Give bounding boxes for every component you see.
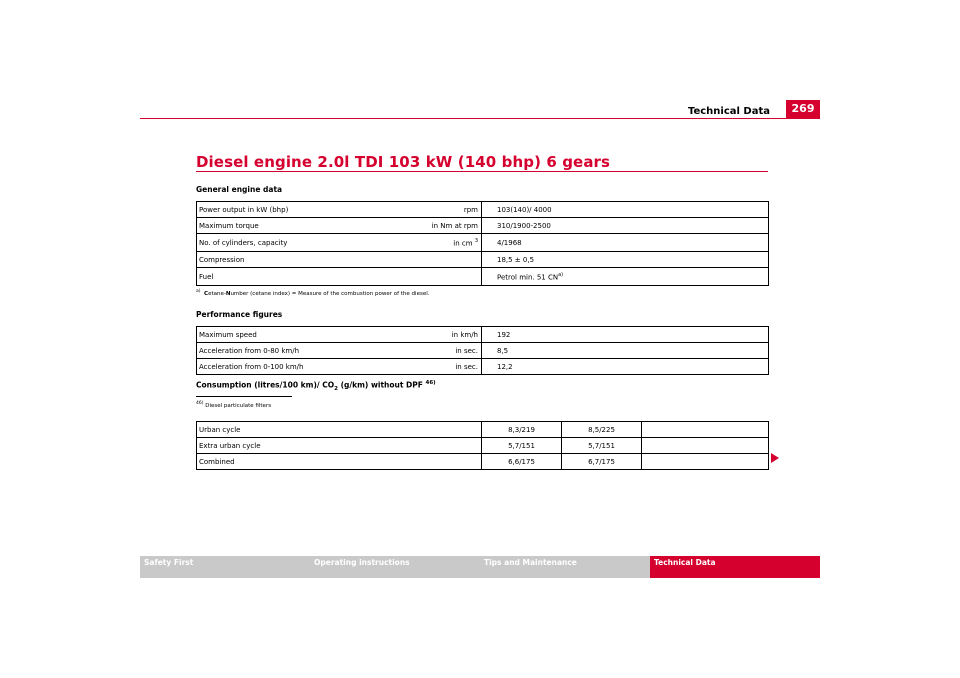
table-row: [197, 422, 769, 438]
table-row: [197, 218, 769, 234]
row-label: Power output in kW (bhp): [197, 202, 339, 218]
row-unit: in sec.: [339, 343, 482, 359]
consumption-heading-text-2: (g/km) without DPF: [337, 380, 426, 390]
footnote-marker: 46): [196, 401, 204, 406]
footnote-marker: a): [196, 289, 201, 294]
row-value: 310/1900-2500: [482, 218, 769, 234]
row-label: Fuel: [197, 268, 339, 286]
row-value: 103(140)/ 4000: [482, 202, 769, 218]
tab-tips-and-maintenance[interactable]: Tips and Maintenance: [480, 556, 650, 578]
tab-operating-instructions[interactable]: Operating instructions: [310, 556, 480, 578]
footnote-text-rest: umber (cetane index) = Measure of the combustion power of the diesel.: [230, 290, 430, 297]
table-row: [197, 234, 769, 252]
row-label: Compression: [197, 252, 339, 268]
section-title: Diesel engine 2.0l TDI 103 kW (140 bhp) 6 gears: [196, 153, 611, 171]
tab-safety-first[interactable]: Safety First: [140, 556, 310, 578]
row-label: Combined: [197, 454, 482, 470]
row-value: 8,5: [482, 343, 769, 359]
general-engine-data-heading: General engine data: [196, 185, 283, 194]
row-value: 18,5 ± 0,5: [482, 252, 769, 268]
table-row: [197, 202, 769, 218]
tab-technical-data[interactable]: Technical Data: [650, 556, 820, 578]
row-label: Urban cycle: [197, 422, 482, 438]
row-value: 12,2: [482, 359, 769, 375]
row-value: 8,5/225: [562, 422, 642, 438]
row-value: 192: [482, 327, 769, 343]
dpf-footnote: [196, 401, 271, 409]
row-unit: in km/h: [339, 327, 482, 343]
footer-nav: [140, 556, 820, 578]
row-label: No. of cylinders, capacity: [197, 234, 339, 252]
footnote-letter-n: N: [225, 290, 231, 297]
consumption-table: [196, 421, 769, 470]
row-unit: [339, 252, 482, 268]
table-row: [197, 268, 769, 286]
row-unit: rpm: [339, 202, 482, 218]
row-unit: [339, 234, 482, 252]
row-value: 8,3/219: [482, 422, 562, 438]
row-value: [642, 422, 769, 438]
row-value: [482, 268, 769, 286]
header-divider: [140, 118, 820, 119]
footnote-letter-c: C: [204, 290, 209, 297]
consumption-heading-text: Consumption (litres/100 km)/ CO: [196, 380, 335, 390]
cetane-footnote: [196, 289, 429, 297]
row-value: 5,7/151: [482, 438, 562, 454]
row-value: [642, 438, 769, 454]
running-header-title: Technical Data: [687, 106, 770, 117]
table-row: [197, 343, 769, 359]
row-value: [642, 454, 769, 470]
table-row: [197, 438, 769, 454]
performance-table: [196, 326, 769, 375]
footnote-ref: 46): [425, 380, 436, 386]
table-row: [197, 252, 769, 268]
row-value: 5,7/151: [562, 438, 642, 454]
unit-superscript: 3: [474, 237, 478, 244]
footnote-text-part: etane-: [208, 290, 226, 297]
co2-subscript: 2: [334, 386, 338, 392]
continue-arrow-icon[interactable]: [771, 453, 779, 463]
row-unit: [339, 268, 482, 286]
footnote-ref: a): [558, 271, 564, 278]
row-label: Maximum torque: [197, 218, 339, 234]
row-value: 6,7/175: [562, 454, 642, 470]
footnote-divider: [196, 396, 292, 397]
row-unit: in sec.: [339, 359, 482, 375]
row-label: Acceleration from 0-80 km/h: [197, 343, 339, 359]
row-label: Extra urban cycle: [197, 438, 482, 454]
performance-heading: Performance figures: [196, 310, 283, 319]
consumption-heading: [196, 380, 436, 392]
row-value: 4/1968: [482, 234, 769, 252]
table-row: [197, 359, 769, 375]
row-value: 6,6/175: [482, 454, 562, 470]
table-row: [197, 454, 769, 470]
general-engine-data-table: [196, 201, 769, 286]
value-text: Petrol min. 51 CN: [497, 273, 559, 282]
row-unit: in Nm at rpm: [339, 218, 482, 234]
row-label: Acceleration from 0-100 km/h: [197, 359, 339, 375]
title-divider: [196, 171, 768, 172]
unit-text: in cm: [453, 239, 473, 248]
footnote-text: Diesel particulate filters: [205, 402, 272, 409]
page-number: 269: [786, 100, 820, 118]
table-row: [197, 327, 769, 343]
row-label: Maximum speed: [197, 327, 339, 343]
